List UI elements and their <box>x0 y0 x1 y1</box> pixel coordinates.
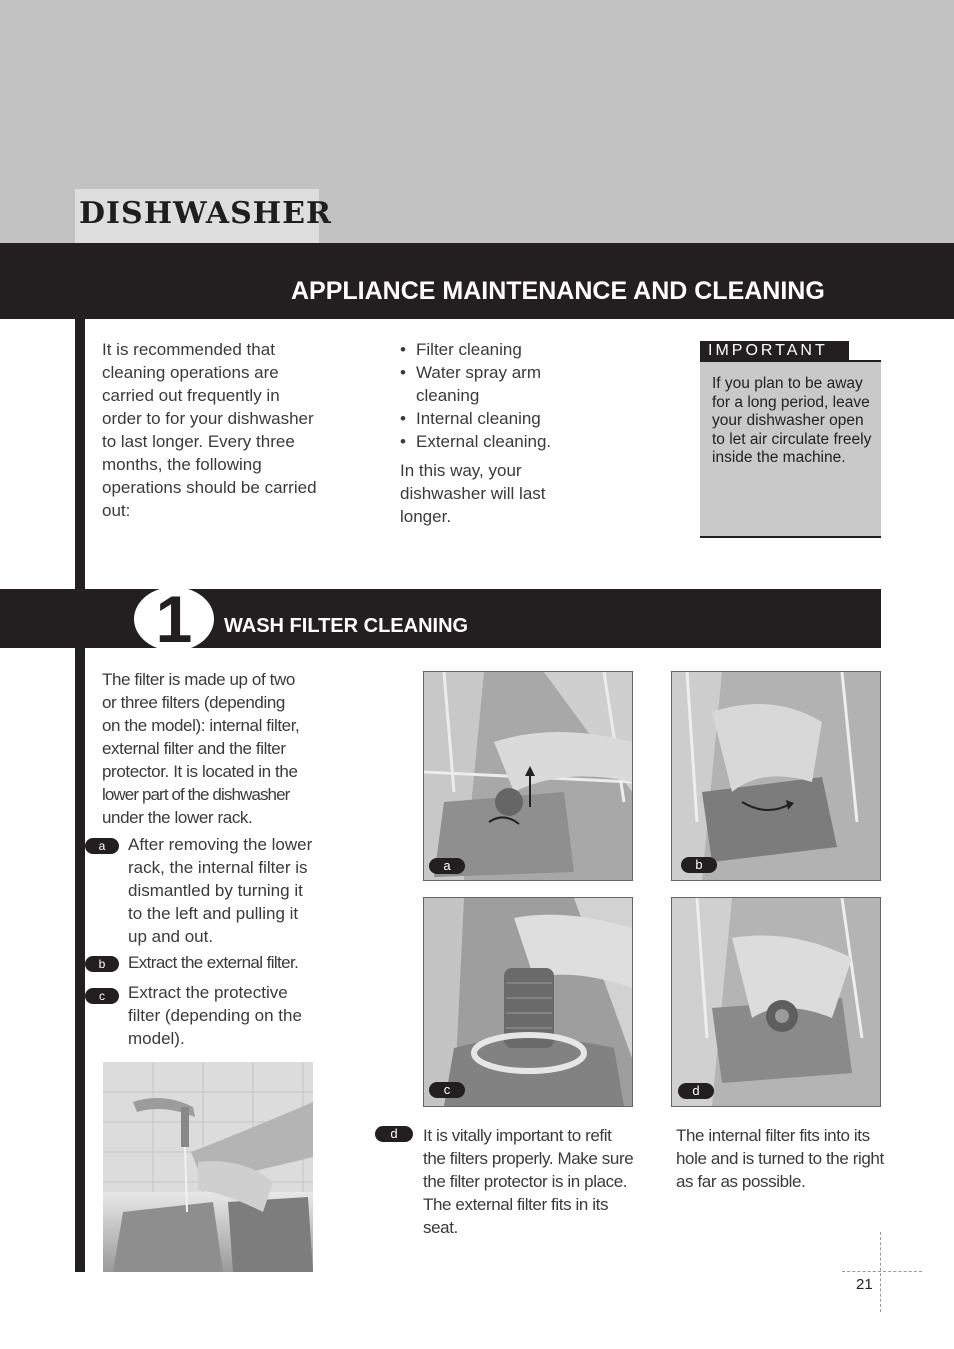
rinse-filter-photo <box>103 1062 313 1272</box>
page-title: APPLIANCE MAINTENANCE AND CLEANING <box>291 277 825 305</box>
description-line: external filter and the filter <box>102 739 286 758</box>
maintenance-bullets <box>400 338 580 453</box>
crop-mark-vertical <box>880 1232 881 1312</box>
photo-step-d <box>671 897 881 1107</box>
crop-mark-horizontal <box>842 1271 922 1272</box>
photo-step-a <box>423 671 633 881</box>
bullet-item: • External cleaning. <box>400 430 580 453</box>
photo-badge-b: b <box>681 857 717 873</box>
description-line: on the model): internal filter, <box>102 716 300 735</box>
description-line: lower part of the dishwasher <box>102 785 290 804</box>
important-text: If you plan to be away for a long period, leave your dishwasher open to let air circulate freely inside the machine. <box>712 375 872 466</box>
intro-list <box>400 338 580 528</box>
description-line: protector. It is located in the <box>102 762 298 781</box>
page-number: 21 <box>856 1276 873 1293</box>
description-line: or three filters (depending <box>102 693 285 712</box>
section-number: 1 <box>155 582 193 656</box>
step-badge-d: d <box>375 1126 413 1142</box>
left-rule-top <box>75 319 85 589</box>
step-badge-a: a <box>85 838 119 854</box>
step-b-text: Extract the external filter. <box>128 953 299 972</box>
intro-closing: In this way, your dishwasher will last longer. <box>400 461 546 526</box>
step-badge-b: b <box>85 956 119 972</box>
bullet-item: • Filter cleaning <box>400 338 580 361</box>
description-line: under the lower rack. <box>102 808 253 827</box>
intro-paragraph: It is recommended that cleaning operations are carried out frequently in order to for your dishwasher to last longer. Every three months, the following operations should be carried out: <box>102 340 317 520</box>
section-title: WASH FILTER CLEANING <box>224 615 469 637</box>
photo-step-b <box>671 671 881 881</box>
step-d-text: It is vitally important to refit the filters properly. Make sure the filter protector is in place. The external filter fits in its seat. <box>423 1126 634 1237</box>
photo-badge-a: a <box>429 858 465 874</box>
description-line: The filter is made up of two <box>102 670 295 689</box>
step-c-text: Extract the protective filter (depending on the model). <box>128 983 302 1048</box>
bullet-item: • Internal cleaning <box>400 407 580 430</box>
photo-badge-c: c <box>429 1082 465 1098</box>
final-note: The internal filter fits into its hole and is turned to the right as far as possible. <box>676 1126 884 1191</box>
step-a-text: After removing the lower rack, the internal filter is dismantled by turning it to the left and pulling it up and out. <box>128 835 313 946</box>
brand-title: DISHWASHER <box>79 196 332 231</box>
bullet-item: • Water spray arm cleaning <box>400 361 580 407</box>
photo-badge-d: d <box>678 1083 714 1099</box>
step-badge-c: c <box>85 988 119 1004</box>
filter-description <box>102 668 332 829</box>
photo-step-c <box>423 897 633 1107</box>
important-label: IMPORTANT <box>700 341 849 361</box>
left-rule-bottom <box>75 648 85 1272</box>
